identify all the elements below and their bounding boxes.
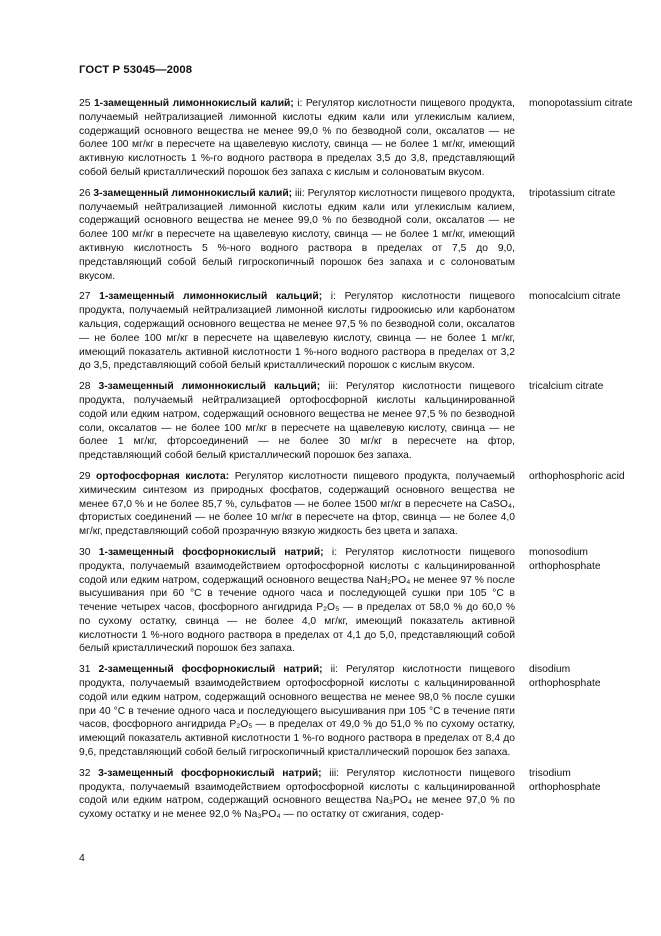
entry-definition: i: Регулятор кислотности пищевого продукта, получаемый нейтрализацией лимонной кислоты едким кали или углекислым калием, содержащий основного вещества не менее 99,0 % по безводной соли, оксалатов — не более 100 мг/кг в пересчете на щавелевую кислоту, свинца — не более 1 мг/кг, имеющий активную кислотность 1 %-го водного раствора в пределах 3,5 до 3,8, представляющий собой белый кристаллический порошок без запаха с кислым и солоноватым вкусом. xyxy=(79,98,515,178)
term-entry xyxy=(79,290,639,373)
entry-english-term: disodium orthophosphate xyxy=(529,664,601,690)
entry-english-term: monosodium orthophosphate xyxy=(529,546,601,572)
entry-definition: ii: Регулятор кислотности пищевого продукта, получаемый взаимодействием ортофосфорной кислоты с кальцинированной содой или едким натром, содержащий основного вещества не менее 98,0 % после сушки при 40 °С в течение одного часа и последующего высушивания при 105 °С в течение пяти часов, фосфорного ангидрида P₂O₅ — в пределах от 49,0 % до 51,0 % по сухому остатку, имеющий показатель активной кислотности 1 %-го водного раствора в пределах от 8,4 до 9,6, представляющий собой белый гигроскопичный кристаллический порошок без запаха. xyxy=(79,664,515,759)
term-entry xyxy=(79,663,639,760)
entry-definition: iii: Регулятор кислотности пищевого продукта, получаемый нейтрализацией ортофосфорной кислоты кальцинированной содой или едким натром, содержащий основного вещества не менее 97,5 % по безводной соли, оксалатов — не более 100 мг/кг в пересчете на щавелевую кислоту, свинца — не более 1 мг/кг, фторсоединений — не более 30 мг/кг в пересчете на фтор, представляющий собой белый кристаллический порошок без запаха. xyxy=(79,381,515,462)
entry-definition-block xyxy=(79,663,515,760)
entry-term: 1-замещенный лимоннокислый калий; xyxy=(93,98,294,109)
entry-english-term: orthophosphoric acid xyxy=(529,470,625,482)
entry-number: 30 xyxy=(79,546,91,558)
term-entry xyxy=(79,767,639,822)
term-entry xyxy=(79,187,639,284)
entry-number: 29 xyxy=(79,470,91,482)
entry-term: 2-замещенный фосфорнокислый натрий; xyxy=(98,664,323,676)
term-entry xyxy=(79,546,639,656)
term-entry xyxy=(79,97,639,180)
entry-definition-block xyxy=(79,290,515,373)
entry-term: 3-замещенный фосфорнокислый натрий; xyxy=(98,767,322,779)
term-entry xyxy=(79,470,639,539)
entry-term: 3-замещенный лимоннокислый калий; xyxy=(93,187,293,199)
entry-term: 1-замещенный лимоннокислый кальций; xyxy=(99,291,323,303)
document-header: ГОСТ Р 53045—2008 xyxy=(79,64,193,76)
entry-term: ортофосфорная кислота: xyxy=(96,470,230,482)
entry-number: 32 xyxy=(79,767,91,779)
entry-number: 25 xyxy=(79,98,91,109)
entry-definition: Регулятор кислотности пищевого продукта, получаемый химическим синтезом из природных фосфатов, содержащий основного вещества не менее 67,0 % и не более 85,7 %, сульфатов — не более 1500 мг/кг в пересчете на CaSO₄, фтористых соединений — не более 10 мг/кг в пересчете на фтор, свинца — не более 4,0 мг/кг, представляющий собой прозрачную вязкую жидкость без цвета и запаха. xyxy=(79,470,515,538)
entry-definition: i: Регулятор кислотности пищевого продукта, получаемый нейтрализацией лимонной кислоты гидроокисью или карбонатом кальция, содержащий основного вещества не менее 97,5 % по безводной соли, оксалатов — не более 100 мг/кг в пересчете на щавелевую кислоту, свинца — не более 1 мг/кг, имеющий показатель активной кислотности 1 %-ного водного раствора в пределах от 3,2 до 3,5, представляющий собой белый кристаллический порошок с кислым вкусом. xyxy=(79,291,515,372)
entry-definition-block xyxy=(79,380,515,463)
entry-number: 31 xyxy=(79,664,91,676)
entry-definition: i: Регулятор кислотности пищевого продукта, получаемый взаимодействием ортофосфорной кислоты с кальцинированной содой или едким натром, содержащий основного вещества NaH₂PO₄ не менее 97 % после высушивания при 60 °С в течение одного часа и последующей сушки при 105 °С в течение четырех часов, фосфорного ангидрида P₂O₅ — в пределах от 58,0 % до 60,0 % по сухому остатку, свинца — не более 4,0 мг/кг, имеющий показатель активной кислотности 1 %-ного водного раствора в пределах от 4,1 до 5,0, представляющий собой белый кристаллический порошок без запаха. xyxy=(79,546,515,655)
entry-number: 28 xyxy=(79,381,91,393)
entry-english-term: monopotassium citrate xyxy=(529,98,633,109)
entry-definition-block xyxy=(79,546,515,656)
entry-english-term: tripotassium citrate xyxy=(529,187,616,199)
entry-definition-block xyxy=(79,97,515,180)
entry-definition: iii: Регулятор кислотности пищевого продукта, получаемый взаимодействием ортофосфорной кислоты с кальцинированной содой или едким натром, содержащий основного вещества Na₃PO₄ не менее 97,0 % по сухому остатку и не менее 92,0 % Na₃PO₄ — по остатку от сжигания, содер- xyxy=(79,767,515,821)
entry-definition-block xyxy=(79,187,515,284)
entry-number: 27 xyxy=(79,291,91,303)
term-entry xyxy=(79,380,639,463)
page-number: 4 xyxy=(79,852,85,864)
entry-definition-block xyxy=(79,767,515,822)
entry-english-term: trisodium orthophosphate xyxy=(529,767,601,793)
entry-term: 1-замещенный фосфорнокислый натрий; xyxy=(98,546,324,558)
entry-english-term: monocalcium citrate xyxy=(529,291,621,303)
entry-number: 26 xyxy=(79,187,91,199)
term-entries xyxy=(79,97,639,829)
entry-term: 3-замещенный лимоннокислый кальций; xyxy=(98,381,321,393)
entry-definition: iii: Регулятор кислотности пищевого продукта, получаемый нейтрализацией лимонной кислоты едким кали или углекислым калием, содержащий основного вещества не менее 99,0 % по безводной соли, оксалатов — не более 100 мг/кг в пересчете на щавелевую кислоту, свинца — не более 1 мг/кг, имеющий активную кислотность 5 %-ного водного раствора в пределах от 7,5 до 9,0, представляющий собой белый гигроскопичный порошок без запаха и с солоноватым вкусом. xyxy=(79,187,515,282)
entry-definition-block xyxy=(79,470,515,539)
entry-english-term: tricalcium citrate xyxy=(529,381,604,393)
